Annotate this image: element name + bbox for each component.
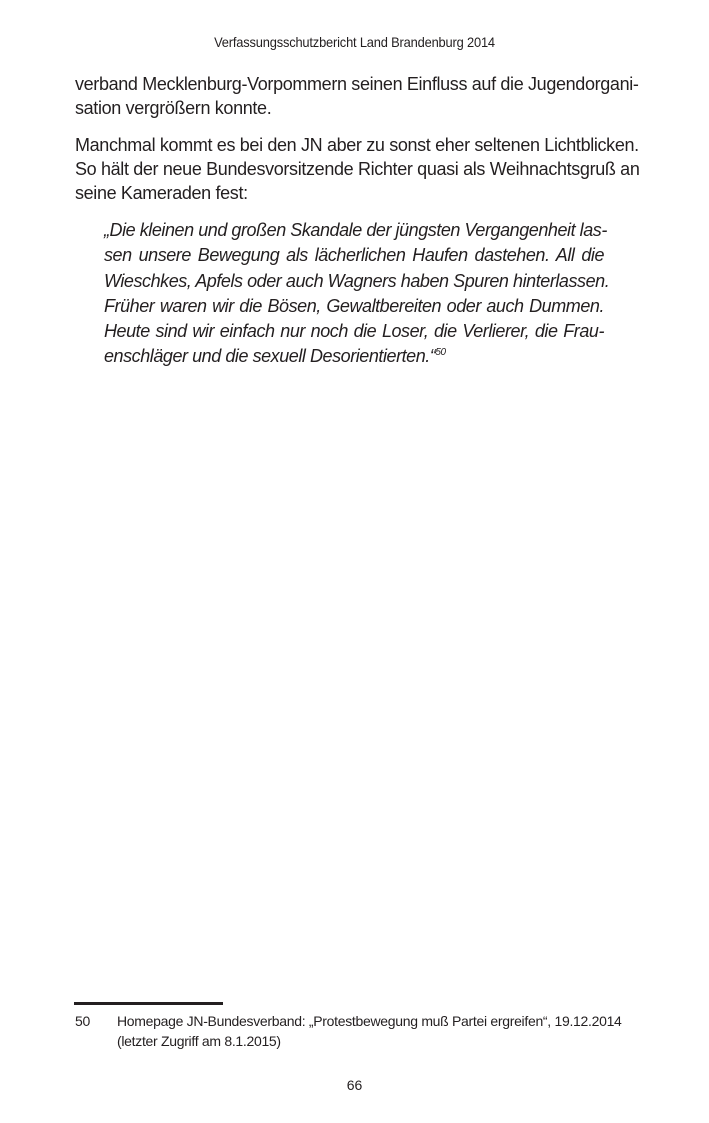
page-number: 66 [346, 1077, 363, 1093]
footnote-separator [74, 1002, 223, 1005]
footnote-text [117, 1011, 635, 1051]
quote-line: „Die kleinen und großen Skandale der jüngsten Vergangenheit las- [104, 220, 607, 240]
quote-line-last [104, 344, 604, 369]
footnote-50 [75, 1011, 635, 1051]
running-header: Verfassungsschutzbericht Land Brandenburg 2014 [214, 34, 495, 50]
footnote-number: 50 [75, 1013, 90, 1029]
paragraph-1 [75, 72, 639, 120]
quote-line: Wieschkes, Apfels oder auch Wagners haben Spuren hinterlassen. [104, 270, 610, 291]
paragraph-line: Manchmal kommt es bei den JN aber zu sonst eher seltenen Lichtblicken. [75, 135, 639, 155]
quote-line: Früher waren wir die Bösen, Gewaltbereiten oder auch Dummen. [104, 295, 604, 316]
footnote-line: (letzter Zugriff am 8.1.2015) [117, 1033, 281, 1049]
paragraph-line: seine Kameraden fest: [75, 183, 248, 203]
footnote-reference[interactable]: 50 [435, 347, 446, 359]
paragraph-line: So hält der neue Bundesvorsitzende Richter quasi als Weihnachtsgruß an [75, 159, 640, 179]
quote-line: Heute sind wir einfach nur noch die Loser, die Verlierer, die Frau- [104, 321, 604, 342]
paragraph-line: verband Mecklenburg-Vorpommern seinen Einfluss auf die Jugendorgani- [75, 74, 639, 94]
footnote-line: Homepage JN-Bundesverband: „Protestbewegung muß Partei ergreifen“, 19.12.2014 [117, 1013, 622, 1029]
quote-line-text: enschläger und die sexuell Desorientierten.“ [104, 346, 436, 367]
paragraph-2 [75, 133, 640, 205]
block-quote [104, 218, 610, 370]
quote-line: sen unsere Bewegung als lächerlichen Haufen dastehen. All die [104, 245, 604, 266]
paragraph-line: sation vergrößern konnte. [75, 98, 272, 118]
